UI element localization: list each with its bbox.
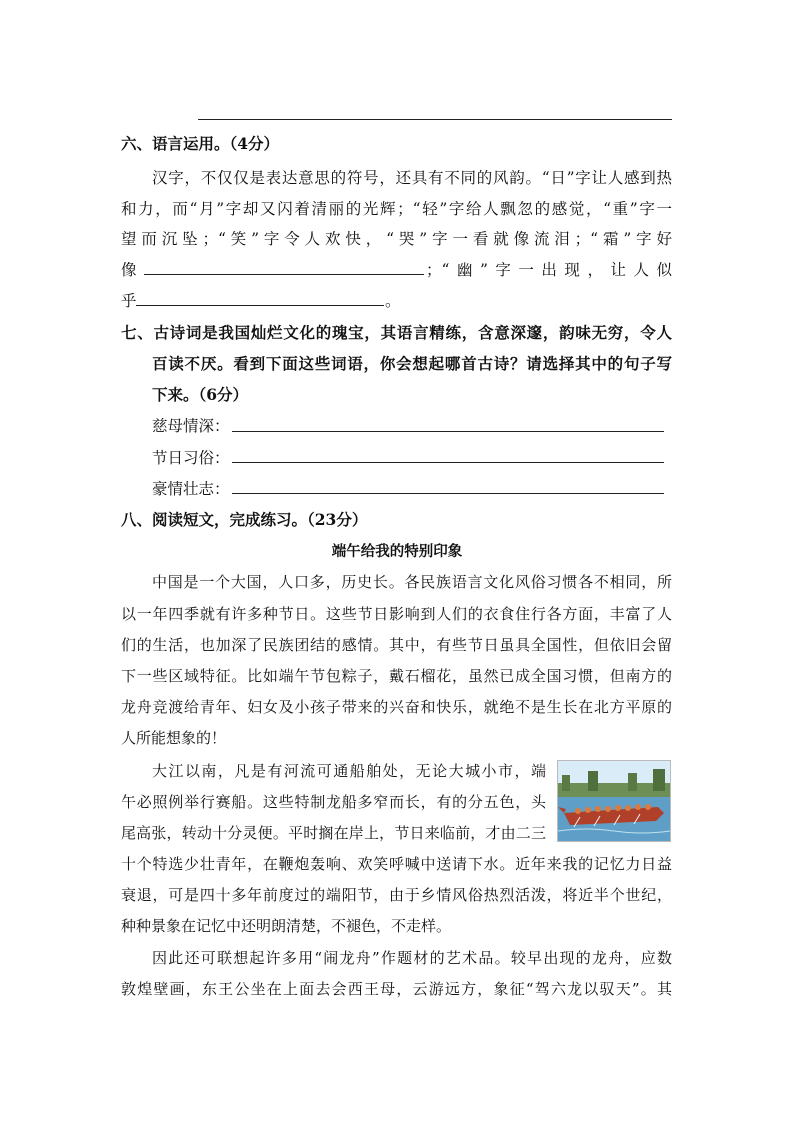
answer-line-jieri[interactable]: [232, 462, 664, 463]
section6-line5-end: 。: [385, 292, 401, 310]
answer-line-haoqing[interactable]: [232, 493, 664, 494]
article-p2-line2: 午必照例举行赛船。这些特制龙船多窄而长，有的分五色，头: [121, 793, 546, 811]
section7-title-line1: 七、古诗词是我国灿烂文化的瑰宝，其语言精练，含意深邃，韵味无穷，令人: [121, 323, 672, 342]
section7-title-line2: 百读不厌。看到下面这些词语，你会想起哪首古诗？请选择其中的句子写: [152, 354, 672, 373]
article-p1-line6: 人所能想象的！: [121, 729, 227, 747]
prompt-jieri: 节日习俗：: [152, 449, 230, 467]
answer-blank-shuang[interactable]: [144, 274, 424, 275]
section8-title: 八、阅读短文，完成练习。（23分）: [121, 510, 368, 529]
article-p2-line6: 种种景象在记忆中还明朗清楚，不褪色，不走样。: [121, 917, 452, 935]
article-title: 端午给我的特别印象: [331, 543, 463, 560]
section7-title-line3: 下来。（6分）: [152, 385, 249, 404]
section6-title: 六、语言运用。（4分）: [121, 134, 280, 153]
article-p3-line2: 敦煌壁画，东王公坐在上面去会西王母，云游远方，象征“驾六龙以驭天”。其: [121, 980, 672, 998]
section6-line2: 和力，而“月”字却又闪着清丽的光辉；“轻”字给人飘忽的感觉，“重”字一: [121, 200, 672, 218]
prompt-haoqing: 豪情壮志：: [152, 480, 230, 498]
header-rule: [198, 119, 672, 120]
prompt-cimu: 慈母情深：: [152, 417, 230, 435]
section6-line1: 汉字，不仅仅是表达意思的符号，还具有不同的风韵。“日”字让人感到热: [152, 169, 672, 187]
article-p3-line1: 因此还可联想起许多用“闹龙舟”作题材的艺术品。较早出现的龙舟，应数: [152, 949, 672, 967]
dragon-boat-photo: [557, 760, 671, 842]
article-p1-line1: 中国是一个大国，人口多，历史长。各民族语言文化风俗习惯各不相同，所: [152, 573, 672, 591]
article-p1-line2: 以一年四季就有许多种节日。这些节日影响到人们的衣食住行各方面，丰富了人: [121, 605, 672, 623]
article-p1-line4: 下一些区域特征。比如端午节包粽子，戴石榴花，虽然已成全国习惯，但南方的: [121, 667, 672, 685]
article-p2-line3: 尾高张，转动十分灵便。平时搁在岸上，节日来临前，才由二三: [121, 824, 546, 842]
section6-line5-start: 乎: [121, 292, 137, 310]
article-p2-line4: 十个特选少壮青年，在鞭炮轰响、欢笑呼喊中送请下水。近年来我的记忆力日益: [121, 855, 672, 873]
answer-line-cimu[interactable]: [232, 431, 664, 432]
article-p1-line5: 龙舟竞渡给青年、妇女及小孩子带来的兴奋和快乐，就绝不是生长在北方平原的: [121, 698, 672, 716]
section6-line4-mid: ；“幽”字一出现，让人似: [426, 261, 672, 279]
article-p2-line5: 衰退，可是四十多年前度过的端阳节，由于乡情风俗热烈活泼，将近半个世纪，: [121, 886, 672, 904]
section6-line3: 望而沉坠；“笑”字令人欢快，“哭”字一看就像流泪；“霜”字好: [121, 230, 672, 248]
answer-blank-you[interactable]: [136, 305, 384, 306]
section6-line4-start: 像: [121, 261, 137, 279]
article-p2-line1: 大江以南，凡是有河流可通船舶处，无论大城小市，端: [152, 762, 546, 780]
article-p1-line3: 们的生活，也加深了民族团结的感情。其中，有些节日虽具全国性，但依旧会留: [121, 636, 672, 654]
